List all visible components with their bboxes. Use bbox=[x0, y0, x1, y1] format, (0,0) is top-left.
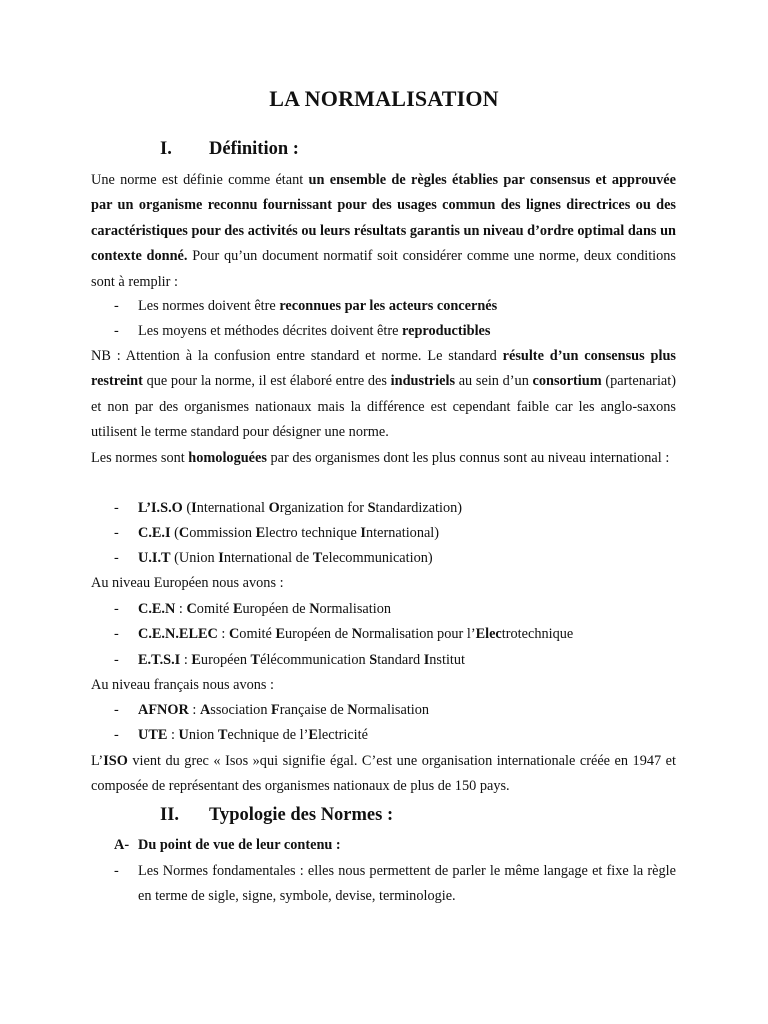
initial-letter: F bbox=[271, 702, 280, 718]
text-run: ormalisation bbox=[357, 702, 430, 718]
bold-text-run: un ensemble de règles établies par consensus et approuvée par un organisme reconnu fournissant pour des usages commun des lignes directrices ou des caractéristiques pour des activités ou leurs résultats garantis un niveau d’ordre optimal dans un contexte donné. bbox=[91, 172, 677, 265]
list-dash: - bbox=[114, 626, 119, 642]
bold-text-run: homologuées bbox=[188, 450, 267, 466]
text-run: nternational bbox=[196, 500, 269, 516]
text-run: Les normes sont bbox=[91, 450, 189, 466]
subsection-letter: A- bbox=[114, 837, 130, 853]
text-run: ( bbox=[182, 500, 192, 516]
text-run: Les moyens et méthodes décrites doivent être bbox=[138, 323, 403, 339]
text-run: tandard bbox=[377, 652, 424, 668]
initial-letter: C bbox=[178, 525, 190, 541]
list-dash: - bbox=[114, 323, 119, 339]
text-run: vient du grec « Isos »qui signifie égal. C’est une organisation internationale créée en 1947 et composée de représentant des organismes nationaux de plus de 150 pays. bbox=[91, 753, 676, 795]
page-title: LA NORMALISATION bbox=[269, 86, 499, 111]
text-run: nternational de bbox=[223, 550, 313, 566]
initial-letter: C bbox=[228, 626, 240, 642]
text-run: lectricité bbox=[317, 727, 368, 743]
text-run: (partenariat) et non par des organismes nationaux mais la différence est cependant faible car les anglo-saxons utilisent le terme standard pour désigner une norme. bbox=[91, 373, 676, 441]
bold-text-run: reproductibles bbox=[402, 323, 491, 339]
text-run: elecommunication) bbox=[322, 550, 433, 566]
initial-letter: C bbox=[186, 601, 197, 617]
section-number: II. bbox=[160, 805, 180, 825]
section-title: Typologie des Normes : bbox=[209, 805, 394, 825]
initial-letter: A bbox=[199, 702, 211, 718]
initial-letter: E bbox=[232, 601, 243, 617]
european-intro: Au niveau Européen nous avons : bbox=[91, 575, 284, 591]
text-run: nion bbox=[188, 727, 218, 743]
text-run: : bbox=[188, 702, 200, 718]
initial-letter: T bbox=[217, 727, 228, 743]
text-run: L’ bbox=[91, 753, 104, 769]
text-run: uropéen de bbox=[242, 601, 310, 617]
subsection-title: Du point de vue de leur contenu : bbox=[138, 837, 341, 853]
text-run: echnique de l’ bbox=[227, 727, 309, 743]
text-run: omité bbox=[196, 601, 233, 617]
text-run: au sein d’un bbox=[455, 373, 533, 390]
list-dash: - bbox=[114, 550, 119, 566]
org-abbreviation: AFNOR bbox=[138, 702, 189, 718]
section-number: I. bbox=[160, 139, 172, 159]
text-run: lectro technique bbox=[265, 525, 361, 541]
org-abbreviation: C.E.N.ELEC bbox=[138, 626, 218, 642]
org-abbreviation: C.E.I bbox=[138, 525, 171, 541]
bold-text-run: ISO bbox=[103, 753, 128, 769]
text-run: nstitut bbox=[429, 652, 466, 668]
org-abbreviation: L’I.S.O bbox=[138, 500, 183, 516]
text-run: que pour la norme, il est élaboré entre des bbox=[142, 373, 391, 390]
initial-letter: S bbox=[369, 652, 378, 668]
text-run: : bbox=[167, 727, 179, 743]
text-run: Une norme est définie comme étant bbox=[91, 172, 309, 188]
homologation-paragraph bbox=[91, 446, 676, 471]
text-run: uropéen de bbox=[284, 626, 352, 642]
text-run: : bbox=[217, 626, 229, 642]
text-run: par des organismes dont les plus connus sont au niveau international : bbox=[266, 450, 670, 466]
text-run: tandardization) bbox=[375, 500, 463, 516]
initial-letter: T bbox=[250, 652, 261, 668]
org-abbreviation: U.I.T bbox=[138, 550, 171, 566]
section-heading-definition bbox=[160, 137, 299, 161]
french-intro: Au niveau français nous avons : bbox=[91, 677, 275, 693]
list-dash: - bbox=[114, 601, 119, 617]
bold-text-run: résulte d’un consensus plus restreint bbox=[91, 348, 676, 390]
bold-text-run: consortium bbox=[532, 373, 602, 390]
section-heading-typology bbox=[160, 803, 393, 827]
text-run: trotechnique bbox=[501, 626, 574, 642]
initial-letter: U bbox=[178, 727, 189, 743]
list-dash: - bbox=[114, 652, 119, 668]
list-dash: - bbox=[114, 298, 119, 314]
text-run: Les normes doivent être bbox=[138, 298, 280, 314]
text-run: élécommunication bbox=[260, 652, 370, 668]
list-item-text: Les Normes fondamentales : elles nous permettent de parler le même langage et fixe la règle en terme de sigle, signe, symbole, devise, terminologie. bbox=[138, 863, 676, 905]
text-run: omité bbox=[239, 626, 276, 642]
subsection-heading-a bbox=[114, 833, 341, 858]
text-run: (Union bbox=[170, 550, 219, 566]
initial-letter: O bbox=[268, 500, 280, 516]
org-abbreviation: E.T.S.I bbox=[138, 652, 181, 668]
text-run: rganization for bbox=[279, 500, 368, 516]
initial-letter: Elec bbox=[475, 626, 502, 642]
text-run: nternational) bbox=[366, 525, 440, 541]
definition-paragraph bbox=[91, 168, 676, 295]
initial-letter: E bbox=[191, 652, 201, 668]
initial-letter: E bbox=[308, 727, 318, 743]
iso-origin-paragraph bbox=[91, 749, 676, 800]
text-run: : bbox=[175, 601, 187, 617]
list-dash: - bbox=[114, 500, 119, 516]
text-run: NB : Attention à la confusion entre standard et norme. Le standard bbox=[91, 348, 503, 364]
text-run: uropéen bbox=[200, 652, 251, 668]
text-run: rançaise de bbox=[279, 702, 348, 718]
text-run: ormalisation bbox=[319, 601, 391, 617]
initial-letter: I bbox=[360, 525, 366, 541]
section-title: Définition : bbox=[209, 139, 299, 159]
list-dash: - bbox=[114, 727, 119, 743]
text-run: ( bbox=[170, 525, 179, 541]
initial-letter: I bbox=[218, 550, 224, 566]
text-run: ormalisation pour l’ bbox=[362, 626, 476, 642]
text-run: : bbox=[180, 652, 192, 668]
initial-letter: S bbox=[367, 500, 376, 516]
initial-letter: I bbox=[191, 500, 197, 516]
initial-letter: E bbox=[255, 525, 266, 541]
initial-letter: E bbox=[275, 626, 285, 642]
initial-letter: N bbox=[351, 626, 363, 642]
nb-paragraph bbox=[91, 344, 676, 446]
list-dash: - bbox=[114, 525, 119, 541]
org-abbreviation: C.E.N bbox=[138, 601, 176, 617]
org-abbreviation: UTE bbox=[138, 727, 168, 743]
bold-text-run: reconnues par les acteurs concernés bbox=[279, 298, 498, 314]
text-run: ssociation bbox=[210, 702, 272, 718]
text-run: Pour qu’un document normatif soit considérer comme une norme, deux conditions sont à remplir : bbox=[91, 248, 676, 290]
list-dash: - bbox=[114, 863, 119, 879]
initial-letter: I bbox=[423, 652, 430, 668]
initial-letter: T bbox=[312, 550, 323, 566]
bold-text-run: industriels bbox=[390, 373, 456, 390]
initial-letter: N bbox=[309, 601, 320, 617]
initial-letter: N bbox=[347, 702, 358, 718]
list-dash: - bbox=[114, 702, 119, 718]
text-run: ommission bbox=[189, 525, 256, 541]
